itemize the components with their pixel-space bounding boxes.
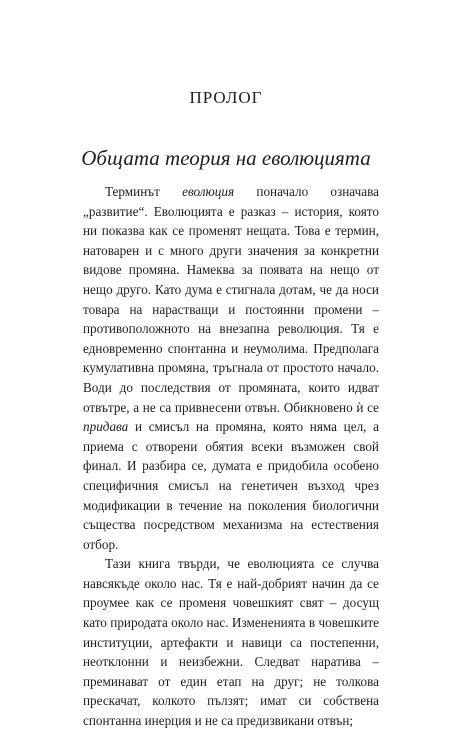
text-run: Тази книга твърди, че еволюцията се случва навсякъде около нас. Тя е най-добрият начин да се проумее как се променя човешкият свят – досущ като природата около нас. Измененията в човешките институции, артефакти и навици са постепенни, неотклонни и неизбежни. Следват наратива – преминават от един етап на друг; не толкова прескачат, колкото пълзят; имат си собствена спонтанна инерция и не са предизвикани отвън; (83, 556, 379, 729)
body-text (83, 182, 379, 731)
paragraph (83, 554, 379, 730)
text-run: и смисъл на промяна, която няма цел, а приема с отворени обятия всеки възможен свой финал. И разбира се, думата е придобила особено специфичния смисъл на генетичен възход чрез модификации в течение на поколения биологични същества посредством механизма на естествения отбор. (83, 419, 379, 552)
italic-term: придава (83, 419, 129, 435)
section-title: Общата теория на еволюцията (81, 146, 371, 170)
italic-term: еволюция (182, 184, 235, 199)
paragraph (83, 182, 379, 554)
chapter-title: ПРОЛОГ (189, 88, 263, 107)
text-run: поначало означава „развитие“. Еволюцията е разказ – история, която ни показва как се променят нещата. Това е термин, натоварен и с много други значения за конкретни видове промяна. Намеква за появата на нещо от нещо друго. Като дума е стигнала дотам, че да носи товара на нарастващи и постоянни промени – противоположното на внезапна революция. Тя е едновременно спонтанна и неумолима. Предполага кумулативна промяна, тръгнала от простото начало. Води до последствия от промяната, които идват отвътре, а не са привнесени отвън. Обикновено ѝ се (83, 184, 380, 415)
text-run: Терминът (105, 184, 183, 199)
